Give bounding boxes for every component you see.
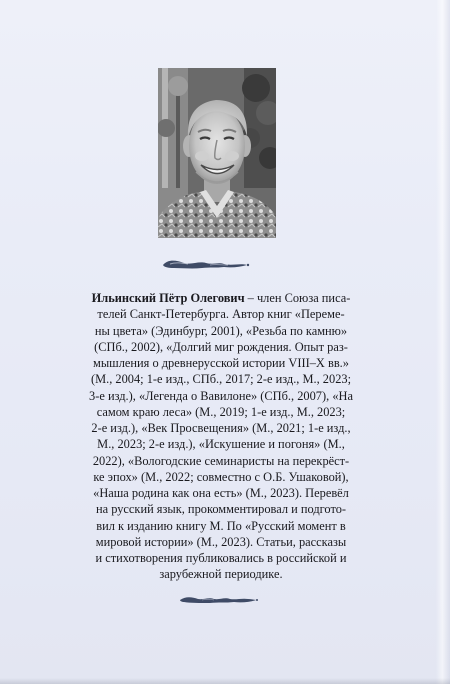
bio-line: телей Санкт-Петербурга. Автор книг «Переме- (97, 307, 345, 322)
bio-first-line-text: – член Союза писа- (244, 291, 351, 305)
bio-line: ке эпох» (М., 2022; совместно с О.Б. Ушаковой), (93, 469, 349, 484)
bottom-shadow (0, 678, 450, 684)
bio-line: вил к изданию книгу М. По «Русский момент в (96, 518, 346, 533)
bio-line: «Наша родина как она есть» (М., 2023). Перевёл (93, 486, 349, 500)
bio-line: самом краю леса» (М., 2019; 1-е изд., М., 2023; (96, 404, 346, 419)
bio-line: и стихотворения публиковались в российской и (95, 551, 347, 565)
bio-line: ны цвета» (Эдинбург, 2001), «Резьба по камню» (94, 323, 348, 338)
bio-line: (СПб., 2002), «Долгий миг рождения. Опыт раз- (94, 339, 348, 354)
bio-line: 2-е изд.), «Век Просвещения» (М., 2021; 1-е изд., (91, 421, 351, 435)
author-photo (158, 68, 276, 238)
bio-line: 2022), «Вологодские семинаристы на перекрёст- (92, 453, 350, 468)
author-bio (72, 290, 370, 583)
bio-line (72, 290, 370, 306)
ornament-brush-stroke-icon (160, 256, 250, 272)
bio-line: (М., 2004; 1-е изд., СПб., 2017; 2-е изд., М., 2023; (90, 372, 352, 387)
book-edge (436, 0, 450, 684)
bio-line: мировой истории» (М., 2023). Статьи, рассказы (95, 534, 347, 549)
bio-line: 3-е изд.), «Легенда о Вавилоне» (СПб., 2007), «На (89, 388, 353, 403)
bio-line: зарубежной периодике. (159, 567, 283, 582)
author-name: Ильинский Пётр Олегович (91, 291, 245, 305)
ornament-brush-stroke-icon (178, 592, 258, 606)
bio-line: на русский язык, прокомментировал и подгото- (95, 502, 347, 517)
bio-line: М., 2023; 2-е изд.), «Искушение и погоня» (М., (97, 437, 345, 452)
bio-line: мышления о древнерусской истории VIII–X вв.» (93, 356, 349, 370)
author-portrait-image (158, 68, 276, 238)
